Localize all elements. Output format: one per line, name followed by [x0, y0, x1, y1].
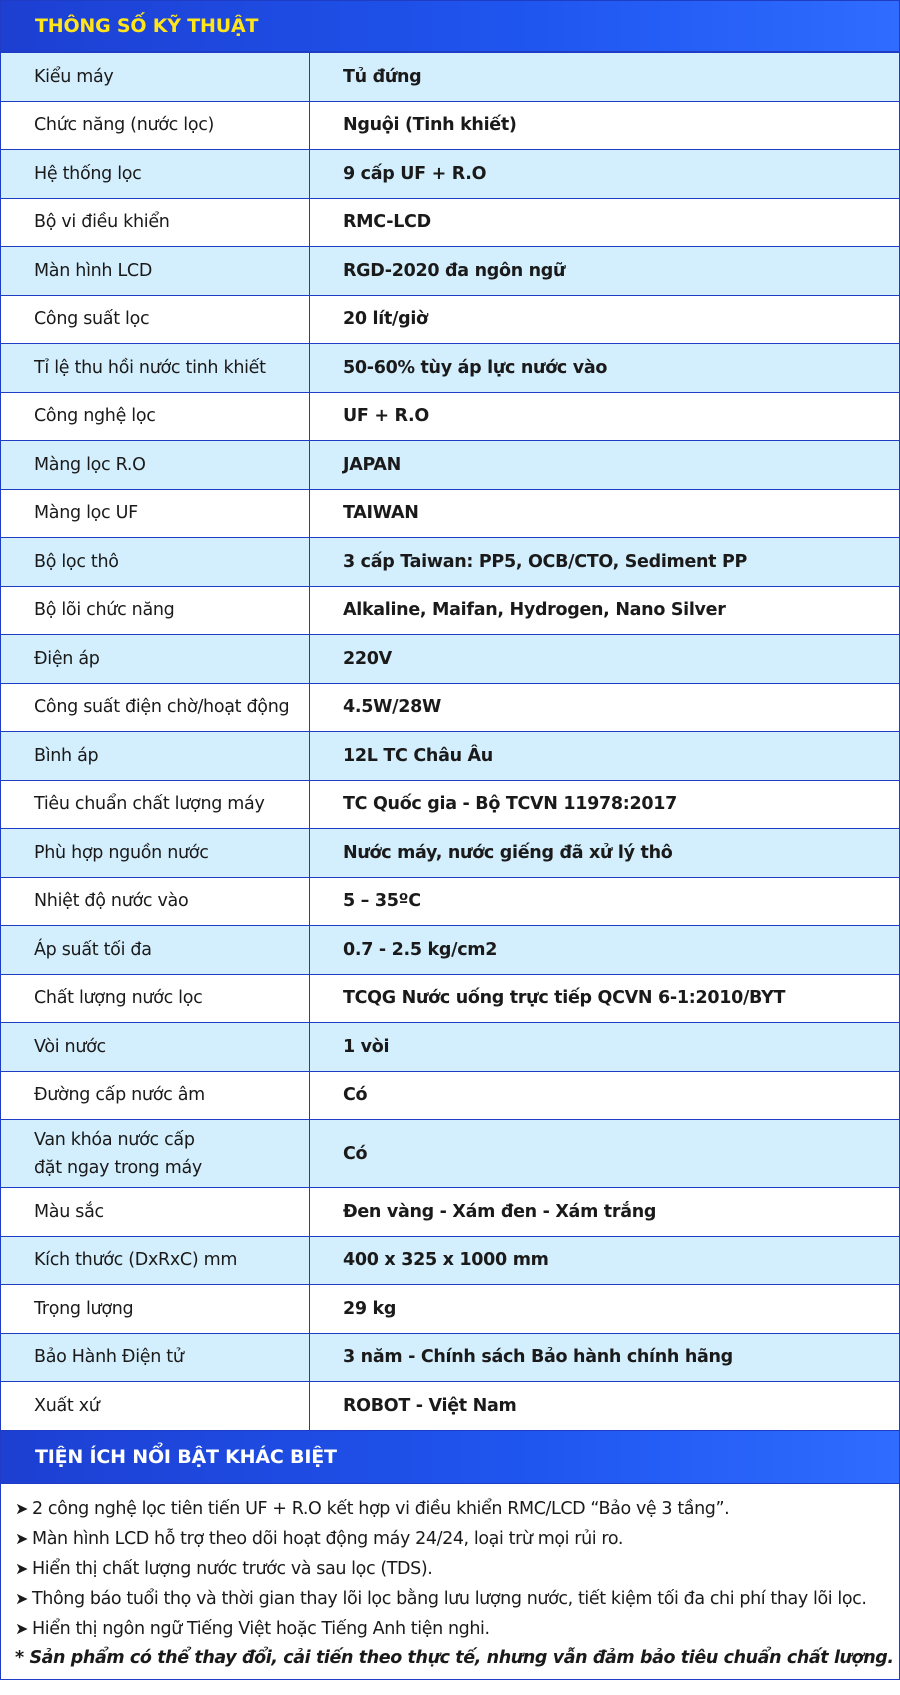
spec-label: Công suất điện chờ/hoạt động — [1, 683, 310, 732]
table-row — [1, 1071, 900, 1120]
spec-label: Công nghệ lọc — [1, 392, 310, 441]
spec-label: Màu sắc — [1, 1188, 310, 1237]
table-row — [1, 1188, 900, 1237]
list-item — [15, 1494, 885, 1524]
spec-value: TC Quốc gia - Bộ TCVN 11978:2017 — [310, 780, 900, 829]
table-row — [1, 829, 900, 878]
table-row — [1, 586, 900, 635]
specs-table — [0, 52, 900, 1431]
features-header-banner — [0, 1431, 900, 1483]
feature-text: Hiển thị ngôn ngữ Tiếng Việt hoặc Tiếng Anh tiện nghi. — [32, 1618, 490, 1639]
spec-label: Bình áp — [1, 732, 310, 781]
spec-label: Tiêu chuẩn chất lượng máy — [1, 780, 310, 829]
spec-value: 20 lít/giờ — [310, 295, 900, 344]
arrow-right-icon: ➤ — [15, 1558, 29, 1578]
list-item — [15, 1524, 885, 1554]
spec-value: Đen vàng - Xám đen - Xám trắng — [310, 1188, 900, 1237]
spec-label-line: Van khóa nước cấp — [34, 1129, 195, 1150]
table-row — [1, 344, 900, 393]
spec-label: Kích thước (DxRxC) mm — [1, 1236, 310, 1285]
table-row — [1, 538, 900, 587]
spec-value: 4.5W/28W — [310, 683, 900, 732]
list-item — [15, 1554, 885, 1584]
spec-value: 9 cấp UF + R.O — [310, 150, 900, 199]
spec-label: Đường cấp nước âm — [1, 1071, 310, 1120]
table-row — [1, 247, 900, 296]
spec-label-line: đặt ngay trong máy — [34, 1157, 202, 1178]
spec-value: 400 x 325 x 1000 mm — [310, 1236, 900, 1285]
spec-label: Tỉ lệ thu hồi nước tinh khiết — [1, 344, 310, 393]
spec-value: 12L TC Châu Âu — [310, 732, 900, 781]
spec-label: Màng lọc UF — [1, 489, 310, 538]
spec-label: Hệ thống lọc — [1, 150, 310, 199]
arrow-right-icon: ➤ — [15, 1528, 29, 1548]
spec-value: Có — [310, 1071, 900, 1120]
table-row — [1, 1382, 900, 1431]
spec-value: JAPAN — [310, 441, 900, 490]
features-title: TIỆN ÍCH NỔI BẬT KHÁC BIỆT — [35, 1445, 337, 1468]
spec-label: Chức năng (nước lọc) — [1, 101, 310, 150]
arrow-right-icon: ➤ — [15, 1498, 29, 1518]
spec-label: Bộ lõi chức năng — [1, 586, 310, 635]
spec-label: Công suất lọc — [1, 295, 310, 344]
spec-value: RGD-2020 đa ngôn ngữ — [310, 247, 900, 296]
spec-value: RMC-LCD — [310, 198, 900, 247]
spec-label: Kiểu máy — [1, 53, 310, 102]
table-row — [1, 53, 900, 102]
spec-value: TCQG Nước uống trực tiếp QCVN 6-1:2010/BYT — [310, 974, 900, 1023]
arrow-right-icon: ➤ — [15, 1618, 29, 1638]
feature-text: Màn hình LCD hỗ trợ theo dõi hoạt động máy 24/24, loại trừ mọi rủi ro. — [32, 1528, 623, 1549]
table-row — [1, 392, 900, 441]
spec-label: Bảo Hành Điện tử — [1, 1333, 310, 1382]
feature-text: 2 công nghệ lọc tiên tiến UF + R.O kết hợp vi điều khiển RMC/LCD “Bảo vệ 3 tầng”. — [32, 1498, 730, 1519]
table-row — [1, 489, 900, 538]
spec-value: 1 vòi — [310, 1023, 900, 1072]
spec-value: UF + R.O — [310, 392, 900, 441]
table-row — [1, 926, 900, 975]
table-row — [1, 150, 900, 199]
table-row — [1, 295, 900, 344]
spec-value: 3 năm - Chính sách Bảo hành chính hãng — [310, 1333, 900, 1382]
table-row — [1, 780, 900, 829]
spec-value: 220V — [310, 635, 900, 684]
spec-value: Có — [310, 1120, 900, 1188]
spec-value: 0.7 - 2.5 kg/cm2 — [310, 926, 900, 975]
spec-label: Màn hình LCD — [1, 247, 310, 296]
table-row — [1, 877, 900, 926]
spec-label — [1, 1120, 310, 1188]
spec-value: ROBOT - Việt Nam — [310, 1382, 900, 1431]
spec-label: Bộ lọc thô — [1, 538, 310, 587]
spec-value: Alkaline, Maifan, Hydrogen, Nano Silver — [310, 586, 900, 635]
spec-value: 3 cấp Taiwan: PP5, OCB/CTO, Sediment PP — [310, 538, 900, 587]
table-row — [1, 683, 900, 732]
list-item — [15, 1584, 885, 1614]
table-row — [1, 101, 900, 150]
spec-value: 5 – 35ºC — [310, 877, 900, 926]
spec-label: Áp suất tối đa — [1, 926, 310, 975]
table-row — [1, 198, 900, 247]
spec-label: Vòi nước — [1, 1023, 310, 1072]
table-row — [1, 441, 900, 490]
spec-value: Tủ đứng — [310, 53, 900, 102]
spec-label: Phù hợp nguồn nước — [1, 829, 310, 878]
features-list — [0, 1483, 900, 1680]
arrow-right-icon: ➤ — [15, 1588, 29, 1608]
spec-label: Điện áp — [1, 635, 310, 684]
spec-value: TAIWAN — [310, 489, 900, 538]
spec-label: Màng lọc R.O — [1, 441, 310, 490]
disclaimer-text: * Sản phẩm có thể thay đổi, cải tiến theo thực tế, nhưng vẫn đảm bảo tiêu chuẩn chất lượng. — [15, 1647, 894, 1668]
table-row — [1, 635, 900, 684]
spec-value: Nguội (Tinh khiết) — [310, 101, 900, 150]
spec-label: Xuất xứ — [1, 1382, 310, 1431]
specs-header-banner — [0, 0, 900, 52]
specs-title: THÔNG SỐ KỸ THUẬT — [35, 15, 259, 37]
table-row — [1, 974, 900, 1023]
table-row — [1, 1333, 900, 1382]
table-row — [1, 1285, 900, 1334]
table-row — [1, 1236, 900, 1285]
feature-text: Thông báo tuổi thọ và thời gian thay lõi lọc bằng lưu lượng nước, tiết kiệm tối đa chi phí thay lõi lọc. — [32, 1588, 867, 1609]
spec-label: Chất lượng nước lọc — [1, 974, 310, 1023]
spec-value: 50-60% tùy áp lực nước vào — [310, 344, 900, 393]
table-row — [1, 1023, 900, 1072]
specs-table-body — [1, 53, 900, 1431]
spec-label: Nhiệt độ nước vào — [1, 877, 310, 926]
table-row — [1, 1120, 900, 1188]
spec-label: Trọng lượng — [1, 1285, 310, 1334]
feature-text: Hiển thị chất lượng nước trước và sau lọc (TDS). — [32, 1558, 433, 1579]
spec-value: 29 kg — [310, 1285, 900, 1334]
list-item — [15, 1614, 885, 1644]
spec-value: Nước máy, nước giếng đã xử lý thô — [310, 829, 900, 878]
table-row — [1, 732, 900, 781]
spec-label: Bộ vi điều khiển — [1, 198, 310, 247]
